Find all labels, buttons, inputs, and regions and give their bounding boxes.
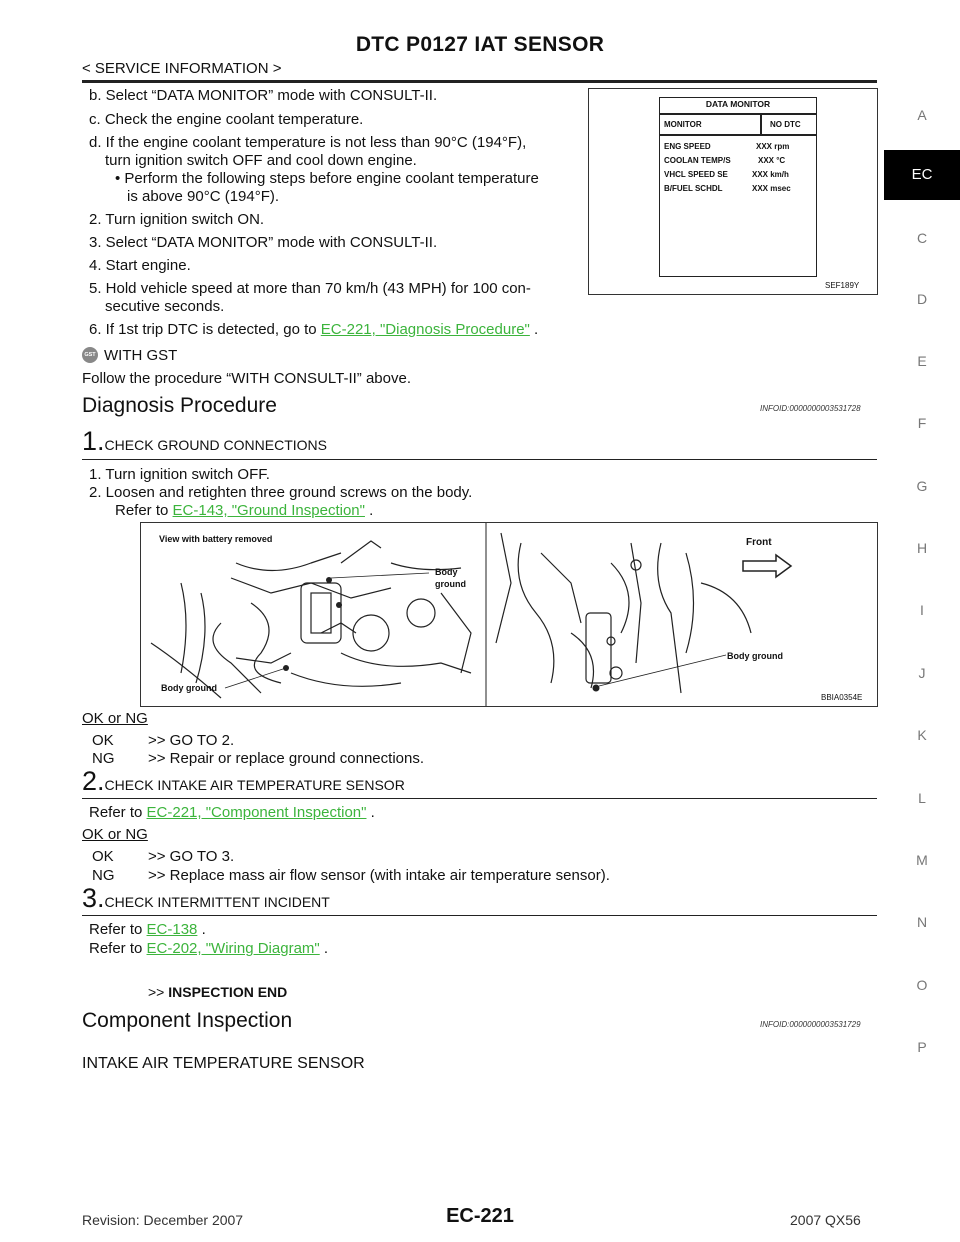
monitor-column-header: MONITOR	[664, 120, 702, 129]
ground-connection-figure	[140, 522, 878, 707]
step-6-period: .	[534, 321, 539, 338]
step-4: 4. Start engine.	[89, 257, 191, 274]
step2-rule	[82, 798, 877, 799]
component-inspection-link[interactable]: EC-221, "Component Inspection"	[146, 804, 367, 821]
section-label: < SERVICE INFORMATION >	[82, 60, 282, 77]
side-tab-index	[884, 95, 960, 1095]
tab-c[interactable]: C	[916, 230, 928, 246]
tab-p[interactable]: P	[917, 1039, 927, 1055]
wiring-diagram-link[interactable]: EC-202, "Wiring Diagram"	[146, 940, 320, 957]
step2-header	[82, 766, 405, 797]
ground-illustration	[141, 523, 877, 706]
gst-heading: WITH GST	[104, 347, 178, 364]
ec-138-link[interactable]: EC-138	[146, 921, 198, 938]
front-label: Front	[746, 537, 772, 548]
tab-o[interactable]: O	[916, 977, 928, 993]
figure-code: SEF189Y	[825, 281, 860, 290]
tab-n[interactable]: N	[916, 914, 928, 930]
step3-refer-2	[89, 939, 328, 958]
tab-j[interactable]: J	[918, 665, 926, 681]
tab-e[interactable]: E	[917, 353, 927, 369]
gst-icon: GST	[82, 347, 98, 363]
component-infoid: INFOID:0000000003531729	[760, 1020, 861, 1029]
tab-a[interactable]: A	[917, 107, 927, 123]
step-6-text: 6. If 1st trip DTC is detected, go to	[89, 321, 317, 338]
refer-text: Refer to	[89, 804, 143, 821]
tab-f[interactable]: F	[917, 415, 927, 431]
tab-ec[interactable]: EC	[884, 150, 960, 200]
ng-action-1: >> Repair or replace ground connections.	[148, 750, 425, 767]
monitor-row-name: ENG SPEED	[664, 142, 711, 151]
no-dtc-column-header: NO DTC	[770, 120, 801, 129]
tab-g[interactable]: G	[916, 478, 928, 494]
ok-label-1: OK	[92, 732, 114, 749]
ng-action-2: >> Replace mass air flow sensor (with intake air temperature sensor).	[148, 867, 610, 884]
step1-line1: 1. Turn ignition switch OFF.	[89, 466, 270, 483]
end-text: INSPECTION END	[168, 984, 288, 1000]
tab-m[interactable]: M	[916, 852, 928, 868]
body-ground-right-label: Body ground	[727, 651, 783, 661]
step2-title: CHECK INTAKE AIR TEMPERATURE SENSOR	[104, 777, 405, 793]
step1-refer	[115, 501, 373, 520]
tab-d[interactable]: D	[916, 291, 928, 307]
step3-title: CHECK INTERMITTENT INCIDENT	[104, 894, 330, 910]
step2-number: 2.	[82, 766, 105, 796]
component-subtitle: INTAKE AIR TEMPERATURE SENSOR	[82, 1055, 365, 1072]
step3-header	[82, 883, 330, 914]
figure-code: BBIA0354E	[821, 693, 863, 702]
inspection-end	[148, 983, 287, 1001]
diagnosis-procedure-link[interactable]: EC-221, "Diagnosis Procedure"	[320, 321, 530, 338]
body-ground-left-label: Body ground	[161, 683, 217, 693]
gst-text: Follow the procedure “WITH CONSULT-II” above.	[82, 370, 411, 387]
body-ground-top-label: Body	[435, 567, 458, 577]
step-d-line2: turn ignition switch OFF and cool down engine.	[105, 152, 417, 169]
end-arrow: >>	[148, 984, 165, 1000]
footer-revision: Revision: December 2007	[82, 1212, 244, 1228]
page-title: DTC P0127 IAT SENSOR	[355, 33, 605, 56]
refer-text: Refer to	[115, 502, 169, 519]
monitor-row-value: XXX km/h	[752, 170, 789, 179]
refer-text: Refer to	[89, 921, 143, 938]
tab-h[interactable]: H	[916, 540, 928, 556]
ok-action-2: >> GO TO 3.	[148, 848, 235, 865]
step-c: c. Check the engine coolant temperature.	[89, 111, 364, 128]
step-d-line3: • Perform the following steps before engine coolant temperature	[115, 170, 539, 187]
footer-page: EC-221	[446, 1205, 514, 1227]
step-2: 2. Turn ignition switch ON.	[89, 211, 265, 228]
refer-text: Refer to	[89, 940, 143, 957]
step-3: 3. Select “DATA MONITOR” mode with CONSULT-II.	[89, 234, 438, 251]
monitor-row-value: XXX msec	[752, 184, 791, 193]
step1-title: CHECK GROUND CONNECTIONS	[104, 437, 327, 453]
ground-inspection-link[interactable]: EC-143, "Ground Inspection"	[172, 502, 365, 519]
ok-action-1: >> GO TO 2.	[148, 732, 235, 749]
monitor-row-value: XXX °C	[758, 156, 786, 165]
refer-period: .	[369, 502, 374, 519]
step1-line2: 2. Loosen and retighten three ground screws on the body.	[89, 484, 473, 501]
diagnosis-title: Diagnosis Procedure	[82, 394, 277, 417]
step-d-line1: d. If the engine coolant temperature is not less than 90°C (194°F),	[89, 134, 527, 151]
view-label: View with battery removed	[159, 534, 273, 544]
step-6	[89, 320, 538, 339]
ok-or-ng-2: OK or NG	[82, 826, 148, 843]
diagnosis-infoid: INFOID:0000000003531728	[760, 404, 861, 413]
monitor-row-value: XXX rpm	[756, 142, 790, 151]
step1-number: 1.	[82, 426, 105, 456]
tab-l[interactable]: L	[918, 790, 926, 806]
step2-refer	[89, 803, 375, 822]
footer-model: 2007 QX56	[790, 1212, 861, 1228]
step3-number: 3.	[82, 883, 105, 913]
refer-period: .	[370, 804, 375, 821]
monitor-row-name: COOLAN TEMP/S	[664, 156, 731, 165]
ng-label-2: NG	[92, 867, 115, 884]
data-monitor-figure	[588, 88, 878, 295]
step3-rule	[82, 915, 877, 916]
component-title: Component Inspection	[82, 1009, 293, 1032]
step-b: b. Select “DATA MONITOR” mode with CONSULT-II.	[89, 87, 438, 104]
step-5-line1: 5. Hold vehicle speed at more than 70 km/h (43 MPH) for 100 con-	[89, 280, 531, 297]
step-d-line4: is above 90°C (194°F).	[127, 188, 280, 205]
ok-or-ng-1: OK or NG	[82, 710, 148, 727]
header-rule	[82, 80, 877, 83]
data-monitor-screen	[659, 97, 817, 277]
tab-i[interactable]: I	[920, 602, 924, 618]
tab-k[interactable]: K	[917, 727, 927, 743]
ng-label-1: NG	[92, 750, 115, 767]
monitor-row-name: B/FUEL SCHDL	[664, 184, 723, 193]
body-ground-top-label-2: ground	[435, 579, 466, 589]
data-monitor-title: DATA MONITOR	[705, 99, 771, 109]
step1-header	[82, 426, 327, 457]
step1-rule	[82, 459, 877, 460]
monitor-row-name: VHCL SPEED SE	[664, 170, 728, 179]
step3-refer-1	[89, 920, 206, 939]
step-5-line2: secutive seconds.	[105, 298, 225, 315]
ok-label-2: OK	[92, 848, 114, 865]
refer-period: .	[201, 921, 206, 938]
refer-period: .	[323, 940, 329, 957]
